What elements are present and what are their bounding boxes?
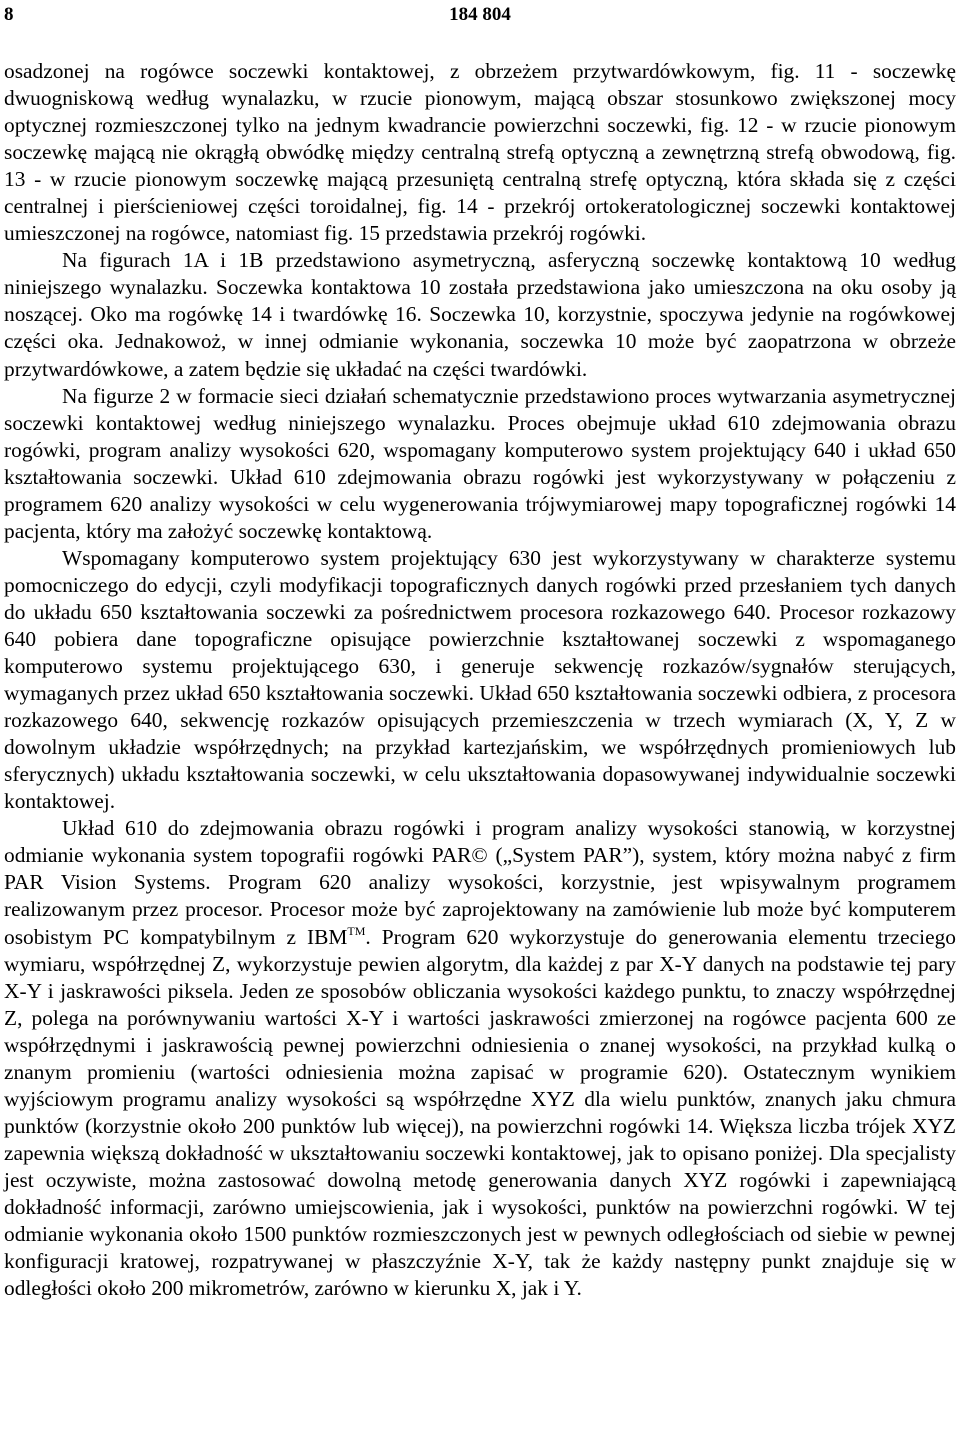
- paragraph-par-system: [4, 815, 956, 1302]
- page-header: [0, 0, 960, 34]
- paragraph-design-system: Wspomagany komputerowo system projektujący 630 jest wykorzystywany w charakterze systemu pomocniczego do edycji, czyli modyfikacji topograficznych danych rogówki przed przesłaniem tych danych do układu 650 kształtowania soczewki za pośrednictwem procesora rozkazowego 640. Procesor rozkazowy 640 pobiera dane topograficzne opisujące powierzchnie kształtowanej soczewki z wspomaganego komputerowo systemu projektującego 630, i generuje sekwencję rozkazów/sygnałów sterujących, wymaganych przez układ 650 kształtowania soczewki. Układ 650 kształtowania soczewki odbiera, z procesora rozkazowego 640, sekwencję rozkazów opisujących przemieszczenia w trzech wymiarach (X, Y, Z w dowolnym układzie współrzędnych; na przykład kartezjańskim, we współrzędnych promieniowych lub sferycznych) układu kształtowania soczewki, w celu ukształtowania dopasowywanej indywidualnie soczewki kontaktowej.: [4, 545, 956, 814]
- document-body: [4, 58, 956, 1302]
- par-system-text-start: Układ 610 do zdejmowania obrazu rogówki i program analizy wysokości stanowią, w korzystnej odmianie wykonania system topografii rogówki PAR© („System PAR”), system, który można nabyć z firm PAR Vision Systems. Program 620 analizy wysokości, korzystnie, jest wpisywalnym programem realizowanym przez procesor. Procesor może być zaprojektowany na zamówienie lub może być komputerem osobistym PC kompatybilnym z IBM: [4, 816, 956, 949]
- trademark-superscript: TM: [347, 923, 366, 938]
- paragraph-figure-2: Na figurze 2 w formacie sieci działań schematycznie przedstawiono proces wytwarzania asymetrycznej soczewki kontaktowej według niniejszego wynalazku. Proces obejmuje układ 610 zdejmowania obrazu rogówki, program analizy wysokości 620, wspomagany komputerowo system projektujący 640 i układ 650 kształtowania soczewki. Układ 610 zdejmowania obrazu rogówki jest wykorzystywany w połączeniu z programem 620 analizy wysokości w celu wygenerowania trójwymiarowej mapy topograficznej rogówki 14 pacjenta, który ma założyć soczewkę kontaktową.: [4, 383, 956, 543]
- paragraph-figure-descriptions: osadzonej na rogówce soczewki kontaktowej, z obrzeżem przytwardówkowym, fig. 11 - soczewkę dwuogniskową według wynalazku, w rzucie pionowym, mającą obszar stosunkowo zwiększonej mocy optycznej rozmieszczonej tylko na jednym kwadrancie powierzchni soczewki, fig. 12 - w rzucie pionowym soczewkę mającą nie okrągłą obwódkę między centralną strefą optyczną a zewnętrzną strefą obwodową, fig. 13 - w rzucie pionowym soczewkę mającą przesuniętą centralną strefę optyczną, która składa się z części centralnej i pierścieniowej części toroidalnej, fig. 14 - przekrój ortokeratologicznej soczewki kontaktowej umieszczonej na rogówce, natomiast fig. 15 przedstawia przekrój rogówki.: [4, 59, 956, 246]
- paragraph-figures-1a-1b: Na figurach 1A i 1B przedstawiono asymetryczną, asferyczną soczewkę kontaktową 10 według niniejszego wynalazku. Soczewka kontaktowa 10 została przedstawiona jako umieszczona na oku osoby ją noszącej. Oko ma rogówkę 14 i twardówkę 16. Soczewka 10, korzystnie, spoczywa jedynie na rogówkowej części oka. Jednakowoż, w innej odmianie wykonania, soczewka 10 może być zaopatrzona w obrzeże przytwardówkowe, a zatem będzie się układać na części twardówki.: [4, 248, 956, 381]
- patent-number: 184 804: [449, 4, 511, 25]
- par-system-text-end: . Program 620 wykorzystuje do generowania elementu trzeciego wymiaru, współrzędnej Z, wykorzystuje pewien algorytm, dla każdej z par X-Y danych na podstawie tej pary X-Y i jaskrawości piksela. Jeden ze sposobów obliczania wysokości każdego punktu, to znaczy współrzędnej Z, polega na porównywaniu wartości X-Y i wartości jaskrawości zmierzonej na rogówce pacjenta 600 ze współrzędnymi i jaskrawością pewnej powierzchni odniesienia o znanej wysokości, na przykład kulką o znanym promieniu (wartości odniesienia można zapisać w programie 620). Ostatecznym wynikiem wyjściowym programu analizy wysokości są współrzędne XYZ dla wielu punktów, znanych jaku chmura punktów (korzystnie około 200 punktów lub więcej), na powierzchni rogówki 14. Większa liczba trójek XYZ zapewnia większą dokładność w ukształtowaniu soczewki kontaktowej, jak to opisano poniżej. Dla specjalisty jest oczywiste, można zastosować dowolną metodę generowania danych XYZ rogówki i zapewniającą dokładność informacji, zarówno umiejscowienia, jak i wysokości, punktów na powierzchni rogówki. W tej odmianie wykonania około 1500 punktów rozmieszczonych jest w pewnych odległościach od siebie w pewnej konfiguracji kratowej, rozpatrywanej w płaszczyźnie X-Y, tak że każdy następny punkt znajduje się w odległości około 200 mikrometrów, zarówno w kierunku X, jak i Y.: [4, 924, 956, 1301]
- page-number: 8: [4, 4, 14, 25]
